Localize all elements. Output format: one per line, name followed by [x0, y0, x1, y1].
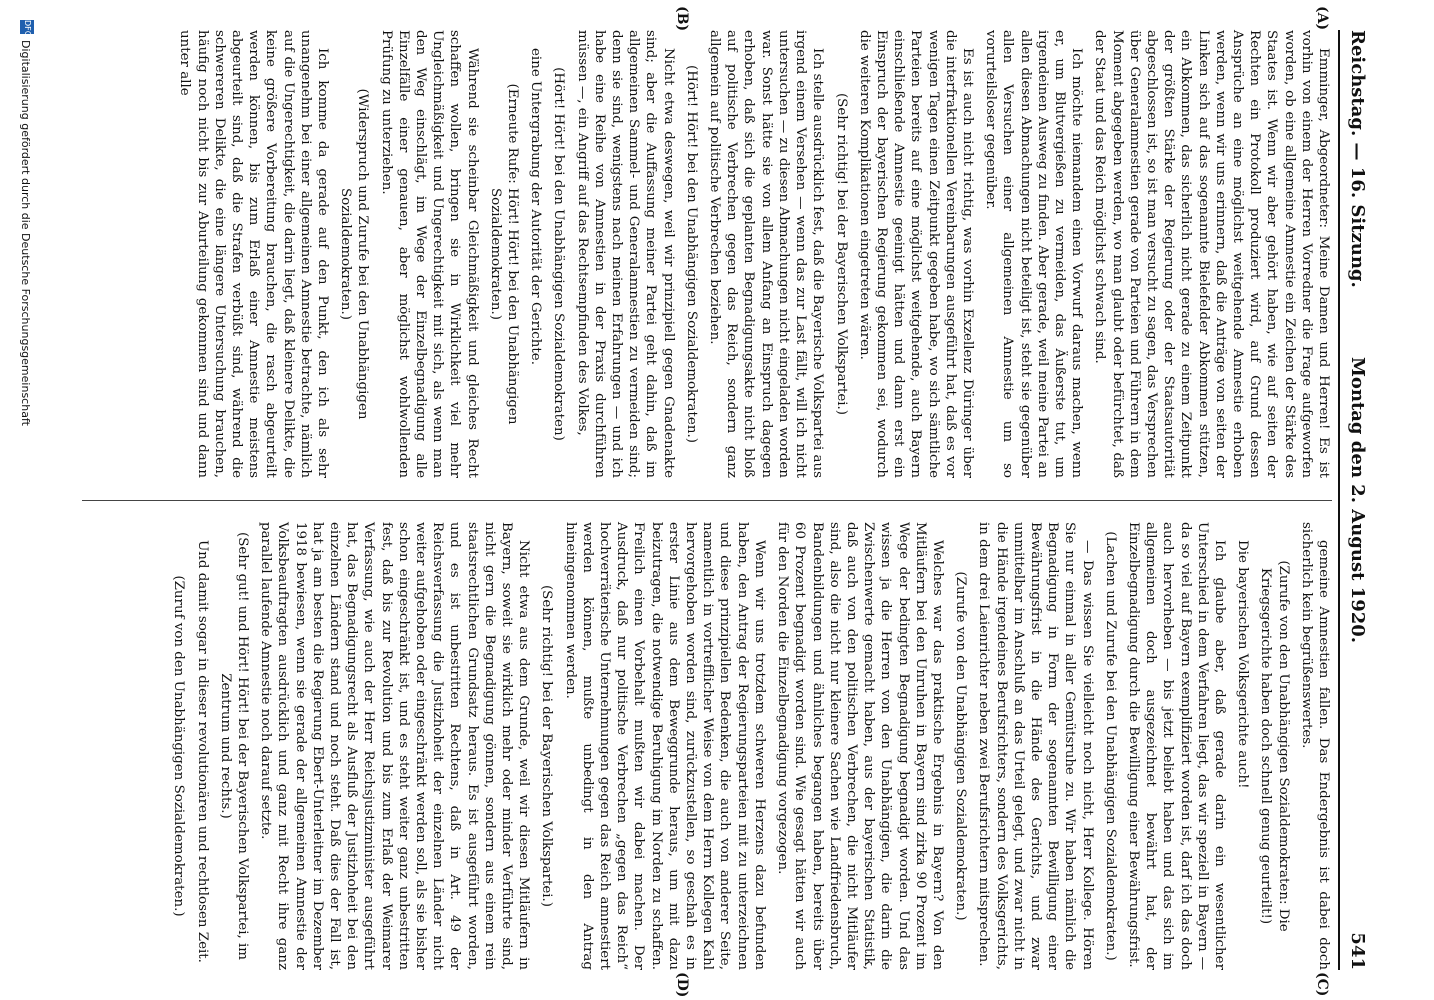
- paragraph: eine Untergrabung der Autorität der Gerichte.: [528, 48, 544, 365]
- header-rule: [1338, 30, 1340, 970]
- paragraph: Ich möchte niemandem einen Vorwurf daraus machen, wenn er, um Blutvergießen zu vermeiden, das Äußerste tut, um irgendeinen Ausweg zu finden. Aber gerade, weil meine Partei an allen diesen Abmachungen nicht beteiligt ist, steht sie gegenüber allen Versuchen einer allgemeinen Amnestie um so vorurteilsloser gegenüber.: [983, 30, 1085, 478]
- paragraph: Nicht etwa deswegen, weil wir prinzipiell gegen Gnadenakte sind; aber die Auffassung meiner Partei geht dahin, daß im allgemeinen Sammel- und Generalamnestien zu vermeiden sind; denn sie sind, wenigstens nach meinen Erfahrungen — und ich habe eine Reihe von Amnestien in der Praxis durchführen müssen —, ein Angriff auf das Rechtsempfinden des Volkes,: [574, 30, 676, 478]
- paragraph: (Sehr gut! und Hört! Hört! bei der Bayerischen Volkspartei, im Zentrum und rechts.): [217, 531, 251, 960]
- rotated-page: [10, 0, 1390, 1000]
- paragraph: Wenn wir uns trotzdem schweren Herzens dazu befunden haben, den Antrag der Regierungsparteien mit zu unterzeichnen und diese prinzipiellen Bedenken, die auch von anderer Seite, namentlich in vortrefflicher Weise von dem Herrn Kollegen Kahl hervorgehoben worden sind, zurückzustellen, so geschah es in erster Linie aus dem Beweggrunde heraus, um mit dazu beizutragen, die notwendige Beruhigung im Norden zu schaffen. Freilich einen Vorbehalt mußten wir dabei machen. Der Ausdruck, daß nur politische Verbrechen „gegen das Reich“ hochverräterische Unternehmungen gegen das Reich amnestiert werden können, mußte unbedingt in den Antrag hineingenommen werden.: [562, 522, 767, 970]
- digitization-credit: Digitalisierung gefördert durch die Deutsche Forschungsgemeinschaft: [19, 40, 32, 426]
- paragraph: (Erneute Rufe: Hört! Hört! bei den Unabhängigen Sozialdemokraten.): [487, 83, 521, 425]
- paragraph: Es ist auch nicht richtig, was vorhin Exzellenz Düringer über die interfraktionellen Vereinbarungen ausgeführt hat, daß es vor wenigen Tagen einen Zeitpunkt gegeben habe, wo sich sämtliche Parteien bereits auf eine möglichst weitgehende, auch Bayern einschließende Amnestie geeinigt hätten und dann erst ein Einspruch der bayerischen Regierung gekommen sei, wodurch die weiteren Komplikationen eingetreten wären.: [856, 30, 975, 478]
- paragraph: (Zurufe von den Unabhängigen Sozialdemokraten: Die Kriegsgerichte haben doch schnell genug geurteilt!): [1258, 560, 1291, 932]
- paragraph: (Hört! Hört! bei den Unabhängigen Sozialdemokraten.): [683, 65, 699, 443]
- paragraph: Welches war das praktische Ergebnis in Bayern? Von den Mitläufern bei den Unruhen in Bayern sind zirka 90 Prozent im Wege der bedingten Begnadigung begnadigt worden. Und das wissen ja die Herren von den Unabhängigen, die darin die Zwischenwerte gemacht haben, aus der bayerischen Statistik, daß auch von den politischen Verbrechen, die nicht Mitläufer sind, also die nicht nur kleinere Sachen wie Landfriedensbruch, Bandenbildungen und ähnliches begangen haben, bereits über 60 Prozent begnadigt worden sind. Wie gesagt hätten wir auch für den Norden die Einzelbegnadigung vorgezogen.: [775, 522, 945, 970]
- paragraph: Ich stelle ausdrücklich fest, daß die Bayerische Volkspartei aus irgend einem Versehen — wenn das zur Last fällt, will ich nicht untersuchen — zu diesen Abmachungen nicht eingeladen worden war. Sonst hätte sie von allem Anfang an Einspruch dagegen erhoben, daß sich die geplanten Begnadigungsakte nicht bloß auf politische Verbrechen gegen das Reich, sondern ganz allgemein auf politische Verbrechen beziehen.: [707, 30, 826, 478]
- paragraph: (Lachen und Zurufe bei den Unabhängigen Sozialdemokraten.): [1102, 531, 1118, 961]
- paragraph: (Sehr richtig! bei der Bayerischen Volkspartei.): [833, 92, 849, 416]
- paragraph: — Das wissen Sie vielleicht noch nicht, Herr Kollege. Hören Sie nur einmal in aller Gemütsruhe zu. Wir haben nämlich die Begnadigung in Form der sogenannten Bewilligung einer Bewährungsfrist in die Hände des Gerichts, und zwar unmittelbar im Anschluß an das Urteil gelegt, und zwar nicht in die Hände irgendeines Berufsrichters, sondern des Volksgerichts, in dem drei Laienrichter neben zwei Berufsrichtern mitsprechen.: [976, 522, 1095, 970]
- page-number: 541: [1347, 932, 1368, 970]
- paragraph: Emminger, Abgeordneter: Meine Damen und Herren! Es ist vorhin von einem der Herren Vorredner die Frage aufgeworfen worden, ob eine allgemeine Amnestie ein Zeichen der Stärke des Staates ist. Wenn wir aber gehört haben, wie auf seiten der Rechten ein Protokoll produziert wird, auf Grund dessen Ansprüche an eine möglichst weitgehende Amnestie erhoben werden, wenn wir uns erinnern, daß die Anträge von seiten der Linken sich auf das sogenannte Bielefelder Abkommen stützen, ein Abkommen, das sicherlich nicht gerade zu einem Zeitpunkt der größten Stärke der Regierung oder der Staatsautorität abgeschlossen ist, so ist man versucht zu sagen, das Versprechen über Generalamnestien gerade von Parteien und Führern in dem Moment abgegeben werden, wo man glaubt oder befürchtet, daß der Staat und das Reich möglichst schwach sind.: [1092, 30, 1331, 478]
- column-divider: [82, 500, 1332, 501]
- paragraph: (Zuruf von den Unabhängigen Sozialdemokraten.): [171, 575, 187, 917]
- paragraph: Ich komme da gerade auf den Punkt, den ich als sehr unangenehm bei einer allgemeinen Amnestie betrachte, nämlich auf die Ungerechtigkeit, die darin liegt, daß kleinere Delikte, die keine größere Vorbereitung brauchen, die rasch abgeurteilt werden können, bis zum Erlaß einer Amnestie meistens abgeurteilt sind, daß die Strafen verbüßt sind, während die schwereren Delikte, die eine längere Untersuchung brauchen, häufig noch nicht bis zur Aburteilung gekommen sind und dann unter alle: [177, 30, 331, 478]
- margin-marker-a: (A): [1314, 6, 1330, 31]
- paragraph: (Zurufe von den Unabhängigen Sozialdemokraten.): [953, 571, 969, 921]
- margin-marker-c: (C): [1314, 972, 1330, 997]
- paragraph: gemeine Amnestien fallen. Das Endergebnis ist dabei doch sicherlich kein begrüßenswertes.: [1298, 522, 1331, 970]
- paragraph: Nicht etwa aus dem Grunde, weil wir diesen Mitläufern in Bayern, soweit sie wirklich mehr oder minder Verführte sind, nicht gern die Begnadigung gönnen, sondern aus einem rein staatsrechtlichen Grundsatz heraus. Es ist ausgeführt worden, und es ist unbestritten Rechtens, daß in Art. 49 der Reichsverfassung die Justizhoheit der einzelnen Länder nicht weiter aufgehoben oder eingeschränkt werden soll, als sie bisher schon eingeschränkt ist, und es steht weiter ganz unbestritten fest, daß bis zur Revolution und bis zum Erlaß der Weimarer Verfassung, wie auch der Herr Reichsjustizminister ausgeführt hat, das Begnadigungsrecht als Ausfluß der Justizhoheit bei den einzelnen Ländern stand und noch steht. Daß dies der Fall ist, hat ja am besten die Regierung Ebert-Unterleitner im Dezember 1918 bewiesen, wenn sie gerade der allgemeinen Amnestie der Volksbeauftragten ausdrücklich und ganz mit Recht ihre ganz parallel laufende Amnestie noch darauf setzte.: [258, 522, 532, 970]
- paragraph: (Sehr richtig! bei der Bayerischen Volkspartei.): [539, 584, 555, 908]
- page-header: [1342, 30, 1372, 970]
- margin-marker-b: (B): [674, 6, 690, 32]
- paragraph: Und damit sogar in dieser revolutionären und rechtlosen Zeit.: [194, 540, 210, 963]
- dfg-logo: DFG: [20, 20, 34, 34]
- page-footer: [10, 20, 40, 980]
- paragraph: Während sie scheinbar Gleichmäßigkeit und gleiches Recht schaffen wollen, bringen sie in Wirklichkeit viel mehr Ungleichmäßigkeit und Ungerechtigkeit mit sich, als wenn man den Weg einschlägt, im Wege der Einzelbegnadigung alle Einzelfälle einer genauen, aber möglichst wohlwollenden Prüfung zu unterziehen.: [378, 30, 480, 478]
- paragraph: (Hört! Hört! bei den Unabhängigen Sozialdemokraten): [551, 67, 567, 441]
- header-date: Montag den 2. August 1920.: [1347, 356, 1368, 644]
- right-text-column: [164, 522, 1332, 970]
- margin-marker-d: (D): [674, 972, 690, 998]
- paragraph: Die bayerischen Volksgerichte auch!: [1235, 540, 1251, 789]
- paragraph: Ich glaube aber, daß gerade darin ein wesentlicher Unterschied in dem Verfahren liegt, das wir speziell in Bayern — da so viel auf Bayern exemplifiziert worden ist, darf ich das doch auch hervorheben — bis jetzt beliebt haben und das sich im allgemeinen doch ausgezeichnet bewährt hat, der Einzelbegnadigung durch die Bewilligung einer Bewährungsfrist.: [1125, 522, 1227, 970]
- left-text-column: [170, 30, 1332, 478]
- paragraph: (Widerspruch und Zurufe bei den Unabhängigen Sozialdemokraten.): [338, 88, 371, 420]
- header-left: Reichstag. — 16. Sitzung.: [1347, 30, 1368, 288]
